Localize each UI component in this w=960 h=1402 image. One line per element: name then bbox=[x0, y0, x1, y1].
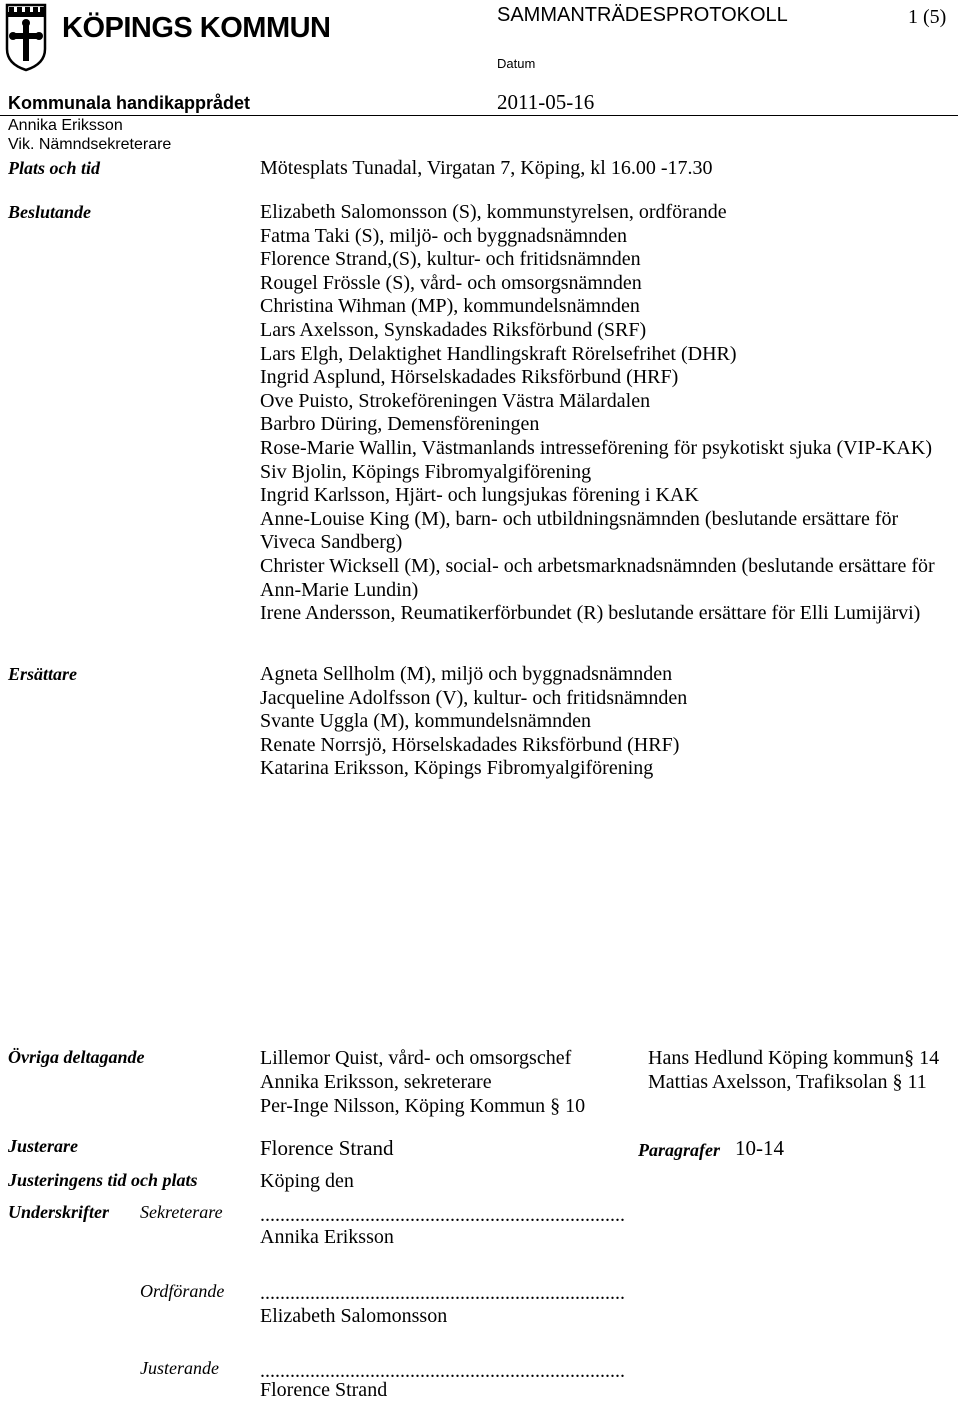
list-item: Annika Eriksson, sekreterare bbox=[260, 1071, 492, 1093]
ovriga-column-2 bbox=[648, 1046, 939, 1094]
list-item: Siv Bjolin, Köpings Fibromyalgiförening bbox=[260, 460, 592, 483]
signature-line: ......................................................................... bbox=[260, 1204, 625, 1226]
list-item: Rose-Marie Wallin, Västmanlands intresseförening för psykotiskt sjuka (VIP-KAK) bbox=[260, 436, 932, 459]
signature-role: Sekreterare bbox=[140, 1202, 223, 1222]
list-item: Mattias Axelsson, Trafiksolan § 11 bbox=[648, 1071, 927, 1093]
list-item: Viveca Sandberg) bbox=[260, 531, 403, 554]
list-item: Florence Strand,(S), kultur- och fritidsnämnden bbox=[260, 248, 641, 271]
ersattare-label: Ersättare bbox=[8, 664, 78, 684]
signature-name: Elizabeth Salomonsson bbox=[260, 1305, 448, 1327]
document-type: SAMMANTRÄDESPROTOKOLL bbox=[497, 4, 788, 26]
list-item: Katarina Eriksson, Köpings Fibromyalgiförening bbox=[260, 757, 654, 779]
justerare-label: Justerare bbox=[8, 1136, 79, 1156]
signature-name: Florence Strand bbox=[260, 1379, 388, 1401]
list-item: Anne-Louise King (M), barn- och utbildningsnämnden (beslutande ersättare för bbox=[260, 507, 899, 530]
signature-line: ......................................................................... bbox=[260, 1282, 625, 1304]
list-item: Jacqueline Adolfsson (V), kultur- och fritidsnämnden bbox=[260, 686, 688, 709]
beslutande-label: Beslutande bbox=[8, 202, 92, 222]
secretary-title: Vik. Nämndsekreterare bbox=[8, 136, 172, 153]
list-item: Irene Andersson, Reumatikerförbundet (R) beslutande ersättare för Elli Lumijärvi) bbox=[260, 602, 921, 625]
justering-value: Köping den bbox=[260, 1170, 354, 1192]
list-item: Ingrid Asplund, Hörselskadades Riksförbund (HRF) bbox=[260, 366, 679, 389]
list-item: Renate Norrsjö, Hörselskadades Riksförbund (HRF) bbox=[260, 733, 680, 756]
list-item: Ingrid Karlsson, Hjärt- och lungsjukas förening i KAK bbox=[260, 484, 699, 507]
signature-line: ......................................................................... bbox=[260, 1360, 625, 1382]
list-item: Rougel Frössle (S), vård- och omsorgsnämnden bbox=[260, 271, 642, 294]
signature-role: Justerande bbox=[140, 1358, 219, 1378]
logo-wordmark: KÖPINGS KOMMUN bbox=[62, 12, 331, 44]
underskrifter-label: Underskrifter bbox=[8, 1202, 110, 1222]
list-item: Lillemor Quist, vård- och omsorgschef bbox=[260, 1047, 572, 1069]
justering-label: Justeringens tid och plats bbox=[8, 1170, 198, 1190]
list-item: Svante Uggla (M), kommundelsnämnden bbox=[260, 710, 592, 732]
list-item: Agneta Sellholm (M), miljö och byggnadsnämnden bbox=[260, 663, 673, 685]
beslutande-list bbox=[260, 201, 935, 626]
ersattare-list bbox=[260, 663, 687, 781]
list-item: Ove Puisto, Strokeföreningen Västra Mälardalen bbox=[260, 389, 651, 412]
coat-of-arms-icon bbox=[5, 3, 47, 72]
list-item: Fatma Taki (S), miljö- och byggnadsnämnden bbox=[260, 224, 628, 247]
page-number: 1 (5) bbox=[908, 6, 947, 28]
justerare-name: Florence Strand bbox=[260, 1136, 394, 1160]
place-time-value: Mötesplats Tunadal, Virgatan 7, Köping, kl 16.00 -17.30 bbox=[260, 157, 713, 179]
list-item: Christina Wihman (MP), kommundelsnämnden bbox=[260, 295, 640, 318]
list-item: Barbro Düring, Demensföreningen bbox=[260, 413, 540, 436]
meeting-date: 2011-05-16 bbox=[497, 90, 595, 114]
list-item: Hans Hedlund Köping kommun§ 14 bbox=[648, 1047, 940, 1069]
list-item: Christer Wicksell (M), social- och arbetsmarknadsnämnden (beslutande ersättare för bbox=[260, 554, 935, 577]
signature-name: Annika Eriksson bbox=[260, 1226, 394, 1248]
committee-name: Kommunala handikapprådet bbox=[8, 93, 251, 113]
list-item: Lars Elgh, Delaktighet Handlingskraft Rörelsefrihet (DHR) bbox=[260, 342, 737, 365]
place-time-label: Plats och tid bbox=[8, 158, 101, 178]
list-item: Lars Axelsson, Synskadades Riksförbund (SRF) bbox=[260, 318, 647, 341]
date-label: Datum bbox=[497, 56, 536, 71]
list-item: Per-Inge Nilsson, Köping Kommun § 10 bbox=[260, 1095, 586, 1117]
ovriga-label: Övriga deltagande bbox=[8, 1047, 145, 1067]
signature-role: Ordförande bbox=[140, 1281, 225, 1301]
list-item: Ann-Marie Lundin) bbox=[260, 578, 419, 601]
paragrafer-value: 10-14 bbox=[735, 1136, 784, 1160]
secretary-name: Annika Eriksson bbox=[8, 117, 123, 134]
list-item: Elizabeth Salomonsson (S), kommunstyrelsen, ordförande bbox=[260, 201, 727, 223]
ovriga-column-1 bbox=[260, 1046, 585, 1118]
header-divider bbox=[0, 115, 958, 116]
paragrafer-label: Paragrafer bbox=[638, 1140, 720, 1160]
